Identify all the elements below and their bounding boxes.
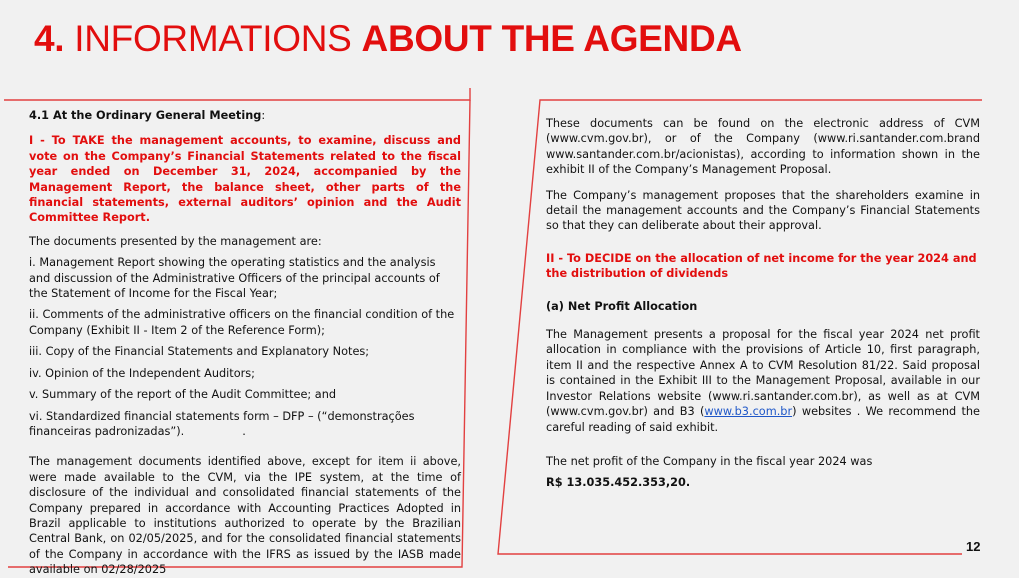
list-item: v. Summary of the report of the Audit Committee; and xyxy=(29,388,337,402)
allocation-paragraph: The Management presents a proposal for the fiscal year 2024 net profit allocation in compliance with the provisions of Article 10, first paragraph, item II and the respective Annex A to CVM Resolution 81/22. Said proposal is contained in the Exhibit III to the Management Proposal, available in our Investor Relations website (www.ri.santander.com.br), as well as at CVM (www.cvm.gov.br) and B3 (www.b3.com.br) websites . We recommend the careful reading of said exhibit. xyxy=(546,328,980,434)
list-item: iii. Copy of the Financial Statements and Explanatory Notes; xyxy=(29,345,370,359)
docs-location-paragraph: These documents can be found on the electronic address of CVM (www.cvm.gov.br), or of the Company (www.ri.santander.com.brand www.santander.com.br/acionistas), according to information shown in the exhibit II of the Company’s Management Proposal. xyxy=(546,117,980,177)
net-profit-value: R$ 13.035.452.353,20. xyxy=(546,476,691,490)
page-number: 12 xyxy=(966,539,981,554)
docs-list xyxy=(29,255,461,439)
section-heading: 4.1 At the Ordinary General Meeting: xyxy=(29,109,266,122)
right-column xyxy=(546,116,980,491)
net-profit-intro: The net profit of the Company in the fiscal year 2024 was xyxy=(546,454,873,468)
title-number: 4. xyxy=(34,18,65,59)
list-item: i. Management Report showing the operating statistics and the analysis and discussion of the Administrative Officers of the principal accounts of the Statement of Income for the Fiscal Year; xyxy=(29,256,440,301)
net-profit-allocation-subheading: (a) Net Profit Allocation xyxy=(546,299,698,313)
title-part2: ABOUT THE AGENDA xyxy=(361,18,742,59)
title-part1: INFORMATIONS xyxy=(74,18,362,59)
list-item: vi. Standardized financial statements form – DFP – (“demonstrações financeiras padronizadas”). . xyxy=(29,409,415,438)
list-item: ii. Comments of the administrative officers on the financial condition of the Company (Exhibit II - Item 2 of the Reference Form); xyxy=(29,308,455,337)
proposal-paragraph: The Company’s management proposes that the shareholders examine in detail the management accounts and the Company’s Financial Statements so that they can deliberate about their approval. xyxy=(546,188,980,233)
disclosure-paragraph: The management documents identified above, except for item ii above, were made available to the CVM, via the IPE system, at the time of disclosure of the individual and consolidated financial statements of the Company prepared in accordance with Accounting Practices Adopted in Brazil applicable to institutions authorized to operate by the Brazilian Central Bank, on 02/05/2025, and for the consolidated financial statements of the Company in accordance with the IFRS as issued by the IASB made available on 02/28/2025 xyxy=(29,455,461,577)
item-ii-heading: II - To DECIDE on the allocation of net income for the year 2024 and the distribution of dividends xyxy=(546,251,977,281)
docs-intro: The documents presented by the management are: xyxy=(29,234,322,248)
item-i-heading: I - To TAKE the management accounts, to examine, discuss and vote on the Company’s Financial Statements related to the fiscal year ended on December 31, 2024, accompanied by the Management Report, the balance sheet, other parts of the financial statements, external auditors’ opinion and the Audit Committee Report. xyxy=(29,134,461,225)
left-frame-top-line xyxy=(4,88,470,100)
left-column xyxy=(29,108,461,578)
b3-link[interactable]: www.b3.com.br xyxy=(704,405,793,419)
list-item: iv. Opinion of the Independent Auditors; xyxy=(29,366,255,380)
